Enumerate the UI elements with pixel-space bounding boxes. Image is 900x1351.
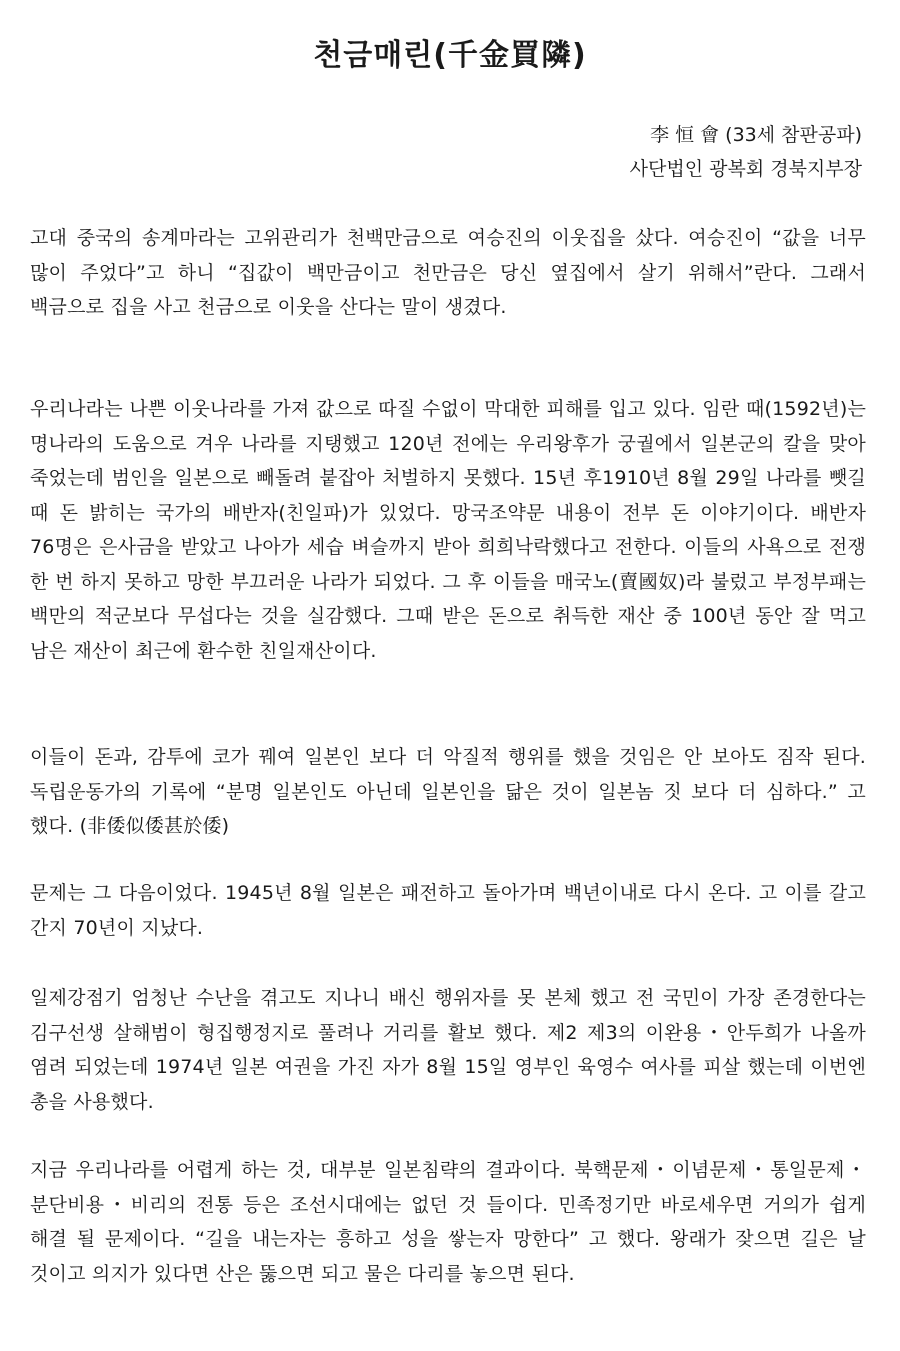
paragraph-4: 문제는 그 다음이었다. 1945년 8월 일본은 패전하고 돌아가며 백년이내로 다시 온다. 고 이를 갈고 간지 70년이 지났다. [30,882,866,939]
author-block [630,118,862,186]
page-title: 천금매린(千金買隣) [313,38,587,73]
paragraph-5: 일제강점기 엄청난 수난을 겪고도 지나니 배신 행위자를 못 본체 했고 전 국민이 가장 존경한다는 김구선생 살해범이 형집행정지로 풀려나 거리를 활보 했다. 제2 제3의 이완용・안두희가 나올까 염려 되었는데 1974년 일본 여권을 가진 자가 8월 15일 영부인 육영수 여사를 피살 했는데 이번엔 총을 사용했다. [30,987,866,1113]
paragraph-1: 고대 중국의 송계마라는 고위관리가 천백만금으로 여승진의 이웃집을 샀다. 여승진이 “값을 너무 많이 주었다”고 하니 “집값이 백만금이고 천만금은 당신 옆집에서 살기 위해서”란다. 그래서 백금으로 집을 사고 천금으로 이웃을 산다는 말이 생겼다. [30,227,866,318]
author-position: 사단법인 광복회 경북지부장 [629,158,862,180]
paragraph-6: 지금 우리나라를 어렵게 하는 것, 대부분 일본침략의 결과이다. 북핵문제・이념문제・통일문제・분단비용・비리의 전통 등은 조선시대에는 없던 것 들이다. 민족정기만 바로세우면 거의가 쉽게 해결 될 문제이다. “길을 내는자는 흥하고 성을 쌓는자 망한다” 고 했다. 왕래가 잦으면 길은 날 것이고 의지가 있다면 산은 뚫으면 되고 물은 다리를 놓으면 된다. [30,1159,866,1285]
paragraph-3: 이들이 돈과, 감투에 코가 꿰여 일본인 보다 더 악질적 행위를 했을 것임은 안 보아도 짐작 된다. 독립운동가의 기록에 “분명 일본인도 아닌데 일본인을 닮은 것이 일본놈 짓 보다 더 심하다.” 고 했다. (非倭似倭甚於倭) [30,746,866,837]
paragraph-2: 우리나라는 나쁜 이웃나라를 가져 값으로 따질 수없이 막대한 피해를 입고 있다. 임란 때(1592년)는 명나라의 도움으로 겨우 나라를 지탱했고 120년 전에는 우리왕후가 궁궐에서 일본군의 칼을 맞아 죽었는데 범인을 일본으로 빼돌려 붙잡아 처벌하지 못했다. 15년 후1910년 8월 29일 나라를 뺏길 때 돈 밝히는 국가의 배반자(친일파)가 있었다. 망국조약문 내용이 전부 돈 이야기이다. 배반자 76명은 은사금을 받았고 나아가 세습 벼슬까지 받아 희희낙락했다고 전한다. 이들의 사욕으로 전쟁 한 번 하지 못하고 망한 부끄러운 나라가 되었다. 그 후 이들을 매국노(賣國奴)라 불렀고 부정부패는 백만의 적군보다 무섭다는 것을 실감했다. 그때 받은 돈으로 취득한 재산 중 100년 동안 잘 먹고 남은 재산이 최근에 환수한 친일재산이다. [30,398,866,662]
author-name: 李 恒 會 (33세 참판공파) [650,124,862,146]
